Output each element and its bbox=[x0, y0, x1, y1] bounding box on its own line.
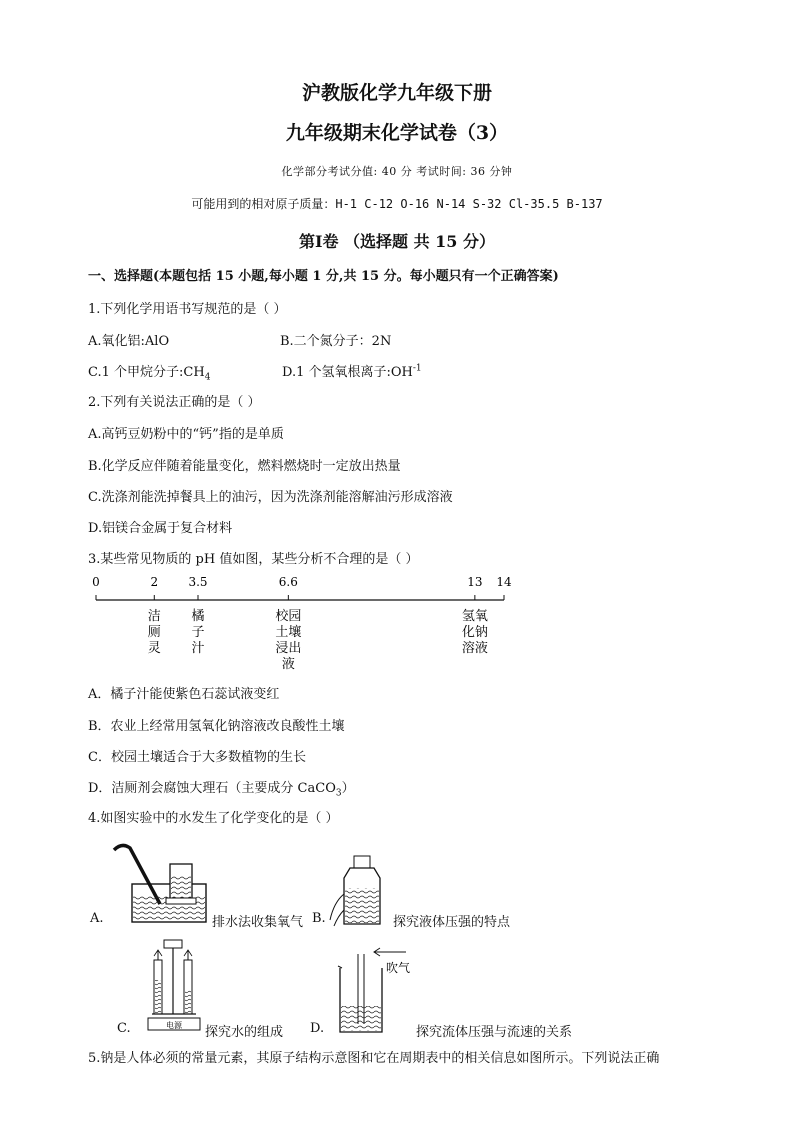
bottle-cap bbox=[354, 856, 370, 868]
q4-option-d-letter: D. bbox=[310, 1021, 325, 1036]
ph-tick-label-4: 13 bbox=[467, 575, 483, 589]
ph-substance-label-2-2: 浸出 bbox=[275, 641, 302, 656]
ph-tick-label-1: 2 bbox=[150, 575, 159, 589]
q3-option-a: A．橘子汁能使紫色石蕊试液变红 bbox=[88, 687, 280, 702]
ph-tick-label-2: 3.5 bbox=[188, 575, 208, 589]
q2-option-d: D.铝镁合金属于复合材料 bbox=[88, 521, 233, 536]
atomic-mass-list: 可能用到的相对原子质量：H-1 C-12 O-16 N-14 S-32 Cl-35.5 B-137 bbox=[191, 197, 603, 211]
water-jet-lower bbox=[334, 910, 344, 926]
q4-option-d-text: 探究流体压强与流速的关系 bbox=[416, 1025, 573, 1040]
ph-substance-label-0-0: 洁 bbox=[147, 609, 161, 624]
figure-electrolysis bbox=[140, 938, 208, 1032]
q3-option-b: B．农业上经常用氢氧化钠溶液改良酸性土壤 bbox=[88, 719, 345, 734]
q3-stem: 3.某些常见物质的 pH 值如图，某些分析不合理的是（ ） bbox=[88, 552, 419, 567]
q4-option-a-text: 排水法收集氧气 bbox=[212, 915, 304, 930]
ph-substance-label-3-0: 氢氧 bbox=[461, 609, 488, 624]
blow-label: 吹气 bbox=[386, 961, 411, 975]
figure-liquid-pressure bbox=[328, 854, 392, 928]
q4-stem: 4.如图实验中的水发生了化学变化的是（ ） bbox=[88, 811, 339, 826]
ph-substance-label-0-1: 厕 bbox=[147, 625, 161, 640]
ph-tick-label-3: 6.6 bbox=[278, 575, 298, 589]
q2-option-b: B.化学反应伴随着能量变化，燃料燃烧时一定放出热量 bbox=[88, 459, 401, 474]
q2-stem: 2.下列有关说法正确的是（ ） bbox=[88, 395, 261, 410]
ph-substance-label-0-2: 灵 bbox=[147, 641, 161, 656]
q1-option-a: A.氧化铝:AlO bbox=[88, 334, 170, 349]
q4-option-b-letter: B. bbox=[312, 911, 326, 926]
figure-water-displacement bbox=[108, 840, 214, 928]
ph-substance-label-2-0: 校园 bbox=[275, 609, 302, 624]
q1-option-d: D.1 个氢氧根离子$:OH^{-1}$ bbox=[282, 363, 422, 380]
q3-option-d: D．洁厕剂会腐蚀大理石（主要成分 CaCO$_3$） bbox=[88, 781, 355, 799]
reservoir-funnel bbox=[164, 940, 182, 948]
volume-heading: 第Ⅰ卷 （选择题 共 15 分） bbox=[298, 232, 496, 251]
exam-info: 化学部分考试分值: 40 分 考试时间: 36 分钟 bbox=[281, 165, 513, 178]
ph-substance-label-2-3: 液 bbox=[281, 657, 295, 672]
ph-tick-label-0: 0 bbox=[92, 575, 100, 589]
q2-option-c: C.洗涤剂能洗掉餐具上的油污，因为洗涤剂能溶解油污形成溶液 bbox=[88, 490, 453, 505]
ph-scale-figure bbox=[88, 574, 518, 678]
ph-substance-label-3-2: 溶液 bbox=[461, 641, 488, 656]
q4-option-c-letter: C. bbox=[117, 1021, 131, 1036]
bottle-support bbox=[166, 898, 196, 904]
title-line-2: 九年级期末化学试卷（3） bbox=[285, 122, 509, 144]
q2-option-a: A.高钙豆奶粉中的“钙”指的是单质 bbox=[88, 427, 284, 442]
q4-option-c-text: 探究水的组成 bbox=[205, 1025, 284, 1040]
q3-option-c: C．校园土壤适合于大多数植物的生长 bbox=[88, 750, 306, 765]
title-line-1: 沪教版化学九年级下册 bbox=[301, 82, 492, 104]
q4-option-a-letter: A. bbox=[90, 911, 104, 926]
water-jet-upper bbox=[330, 894, 344, 920]
ph-substance-label-1-0: 橘 bbox=[191, 609, 205, 624]
delivery-tube bbox=[114, 845, 160, 904]
ph-tick-label-5: 14 bbox=[496, 575, 512, 589]
q4-option-b-text: 探究液体压强的特点 bbox=[393, 915, 511, 930]
ph-substance-label-1-2: 汁 bbox=[191, 641, 205, 656]
q1-option-b: B.二个氮分子：2N bbox=[280, 334, 392, 349]
ph-substance-label-1-1: 子 bbox=[191, 625, 205, 640]
q1-stem: 1.下列化学用语书写规范的是（ ） bbox=[88, 302, 287, 317]
ph-substance-label-3-1: 化钠 bbox=[461, 625, 488, 640]
q5-stem: 5.钠是人体必须的常量元素，其原子结构示意图和它在周期表中的相关信息如图所示。下列说法正确 bbox=[88, 1051, 660, 1066]
ph-substance-label-2-1: 土壤 bbox=[275, 625, 302, 640]
section-heading: 一、选择题(本题包括 15 小题,每小题 1 分,共 15 分。每小题只有一个正确答案) bbox=[88, 269, 559, 284]
power-supply-label: 电源 bbox=[166, 1021, 182, 1030]
q1-option-c: C.1 个甲烷分子$:CH_4$ bbox=[88, 365, 211, 383]
